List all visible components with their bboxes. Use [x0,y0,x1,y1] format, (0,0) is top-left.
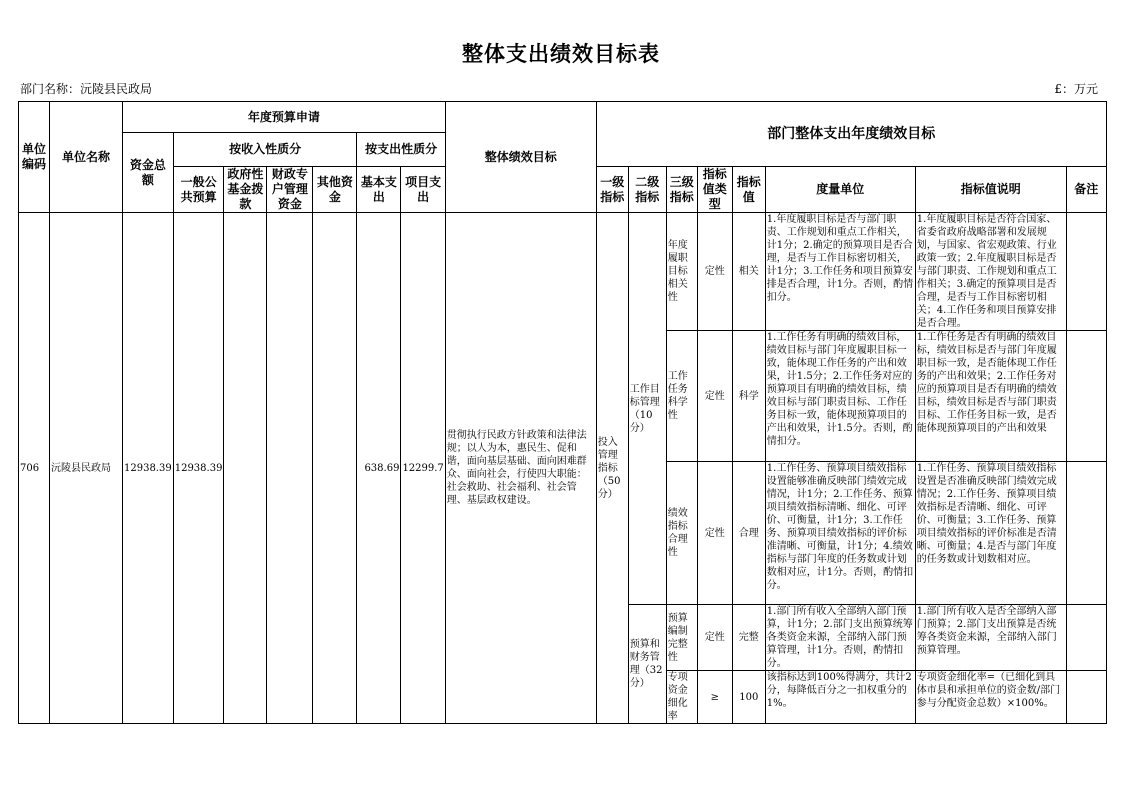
general-budget: 12938.39 [173,213,224,724]
header-annual-budget: 年度预算申请 [123,102,446,133]
table-row [19,213,1107,331]
remark [1066,213,1106,331]
header-project-expense: 项目支出 [401,167,445,213]
department-name: 部门名称：沅陵县民政局 [20,82,153,96]
value-type: ≥ [697,671,732,724]
header-other-funds: 其他资金 [313,167,357,213]
value-description: 1.年度履职目标是否符合国家、省委省政府战略部署和发展规划，与国家、省宏观政策、行业政策一致；2.年度履职目标是否与部门职责、工作规划和重点工作相关；3.确定的预算项目是否合理，是否与工作目标密切相关；4.工作任务和项目预算安排是否合理。 [915,213,1066,331]
project-expense: 12299.7 [401,213,445,724]
header-general-budget: 一般公共预算 [173,167,224,213]
index-value: 合理 [732,462,765,605]
level3-index: 预算编制完整性 [666,605,697,671]
value-type: 定性 [697,605,732,671]
header-unit-code: 单位编码 [19,102,50,213]
remark [1066,671,1106,724]
level3-index: 工作任务科学性 [666,331,697,462]
currency-unit: £：万元 [1054,82,1098,96]
header-level2: 二级指标 [628,167,666,213]
level3-index: 专项资金细化率 [666,671,697,724]
value-description: 1.工作任务是否有明确的绩效目标，绩效目标是否与部门年度履职目标一致，是否能体现工作任务的产出和效果；2.工作任务对应的预算项目是否有明确的绩效目标，绩效目标是否与部门职责目标、工作任务目标一致，是否能体现预算项目的产出和效果 [915,331,1066,462]
header-total-funds: 资金总额 [123,133,174,213]
header-by-expense: 按支出性质分 [357,133,445,167]
level1-index: 投入管理指标（50分） [596,213,628,724]
header-value-desc: 指标值说明 [915,167,1066,213]
index-value: 相关 [732,213,765,331]
level3-index: 年度履职目标相关性 [666,213,697,331]
remark [1066,605,1106,671]
measure-unit: 该指标达到100%得满分，共计2分，每降低百分之一扣权重分的1%。 [765,671,915,724]
performance-table [18,101,1107,724]
value-description: 专项资金细化率=（已细化到具体市县和承担单位的资金数/部门参与分配资金总数）×100%。 [915,671,1066,724]
measure-unit: 1.工作任务有明确的绩效目标，绩效目标与部门年度履职目标一致，能体现工作任务的产出和效果，计1.5分；2.工作任务对应的预算项目有明确的绩效目标，绩效目标与部门职责目标、工作任务目标一致，能体现预算项目的产出和效果，计1.5分。否则，酌情扣分。 [765,331,915,462]
header-index-value: 指标值 [732,167,765,213]
header-dept-goal: 部门整体支出年度绩效目标 [596,102,1106,167]
value-description: 1.工作任务、预算项目绩效指标设置是否准确反映部门绩效完成情况；2.工作任务、预算项目绩效指标是否清晰、细化、可评价、可衡量；3.工作任务、预算项目绩效指标的评价标准是否清晰、可衡量；4.是否与部门年度的任务数或计划数相对应。 [915,462,1066,605]
gov-fund [224,213,267,724]
remark [1066,462,1106,605]
index-value: 完整 [732,605,765,671]
header-remark: 备注 [1066,167,1106,213]
level3-index: 绩效指标合理性 [666,462,697,605]
level2-work-goal: 工作目标管理（10分） [628,213,666,605]
measure-unit: 1.年度履职目标是否与部门职责、工作规划和重点工作相关，计1分；2.确定的预算项目是否合理，是否与工作目标密切相关，计1分；3.工作任务和项目预算安排是否合理，计1分。否则，酌情扣分。 [765,213,915,331]
header-unit-name: 单位名称 [50,102,123,213]
index-value: 100 [732,671,765,724]
index-value: 科学 [732,331,765,462]
header-level1: 一级指标 [596,167,628,213]
header-value-type: 指标值类型 [697,167,732,213]
header-level3: 三级指标 [666,167,697,213]
unit-code: 706 [19,213,50,724]
header-fiscal-special: 财政专户管理资金 [267,167,313,213]
other-funds [313,213,357,724]
level2-budget-finance: 预算和财务管理（32分） [628,605,666,724]
header-basic-expense: 基本支出 [357,167,401,213]
value-type: 定性 [697,462,732,605]
header-by-income: 按收入性质分 [173,133,357,167]
total-funds: 12938.39 [123,213,174,724]
fiscal-special [267,213,313,724]
overall-goal-text: 贯彻执行民政方针政策和法律法规；以人为本，惠民生、促和谐，面向基层基础、面向困难群众、面向社会，行使四大职能：社会救助、社会福利、社会管理、基层政权建设。 [445,213,596,724]
header-gov-fund: 政府性基金拨款 [224,167,267,213]
measure-unit: 1.部门所有收入全部纳入部门预算，计1分；2.部门支出预算统筹各类资金来源，全部纳入部门预算管理，计1分。否则，酌情扣分。 [765,605,915,671]
basic-expense: 638.69 [357,213,401,724]
page-title: 整体支出绩效目标表 [462,42,660,66]
remark [1066,331,1106,462]
unit-name: 沅陵县民政局 [50,213,123,724]
value-type: 定性 [697,213,732,331]
header-measure-unit: 度量单位 [765,167,915,213]
value-description: 1.部门所有收入是否全部纳入部门预算；2.部门支出预算是否统筹各类资金来源，全部纳入部门预算管理。 [915,605,1066,671]
header-overall-goal: 整体绩效目标 [445,102,596,213]
value-type: 定性 [697,331,732,462]
measure-unit: 1.工作任务、预算项目绩效指标设置能够准确反映部门绩效完成情况，计1分；2.工作任务、预算项目绩效指标清晰、细化、可评价、可衡量，计1分；3.工作任务、预算项目绩效指标的评价标准清晰、可衡量，计1分；4.绩效指标与部门年度的任务数或计划数相对应，计1分。否则，酌情扣分。 [765,462,915,605]
